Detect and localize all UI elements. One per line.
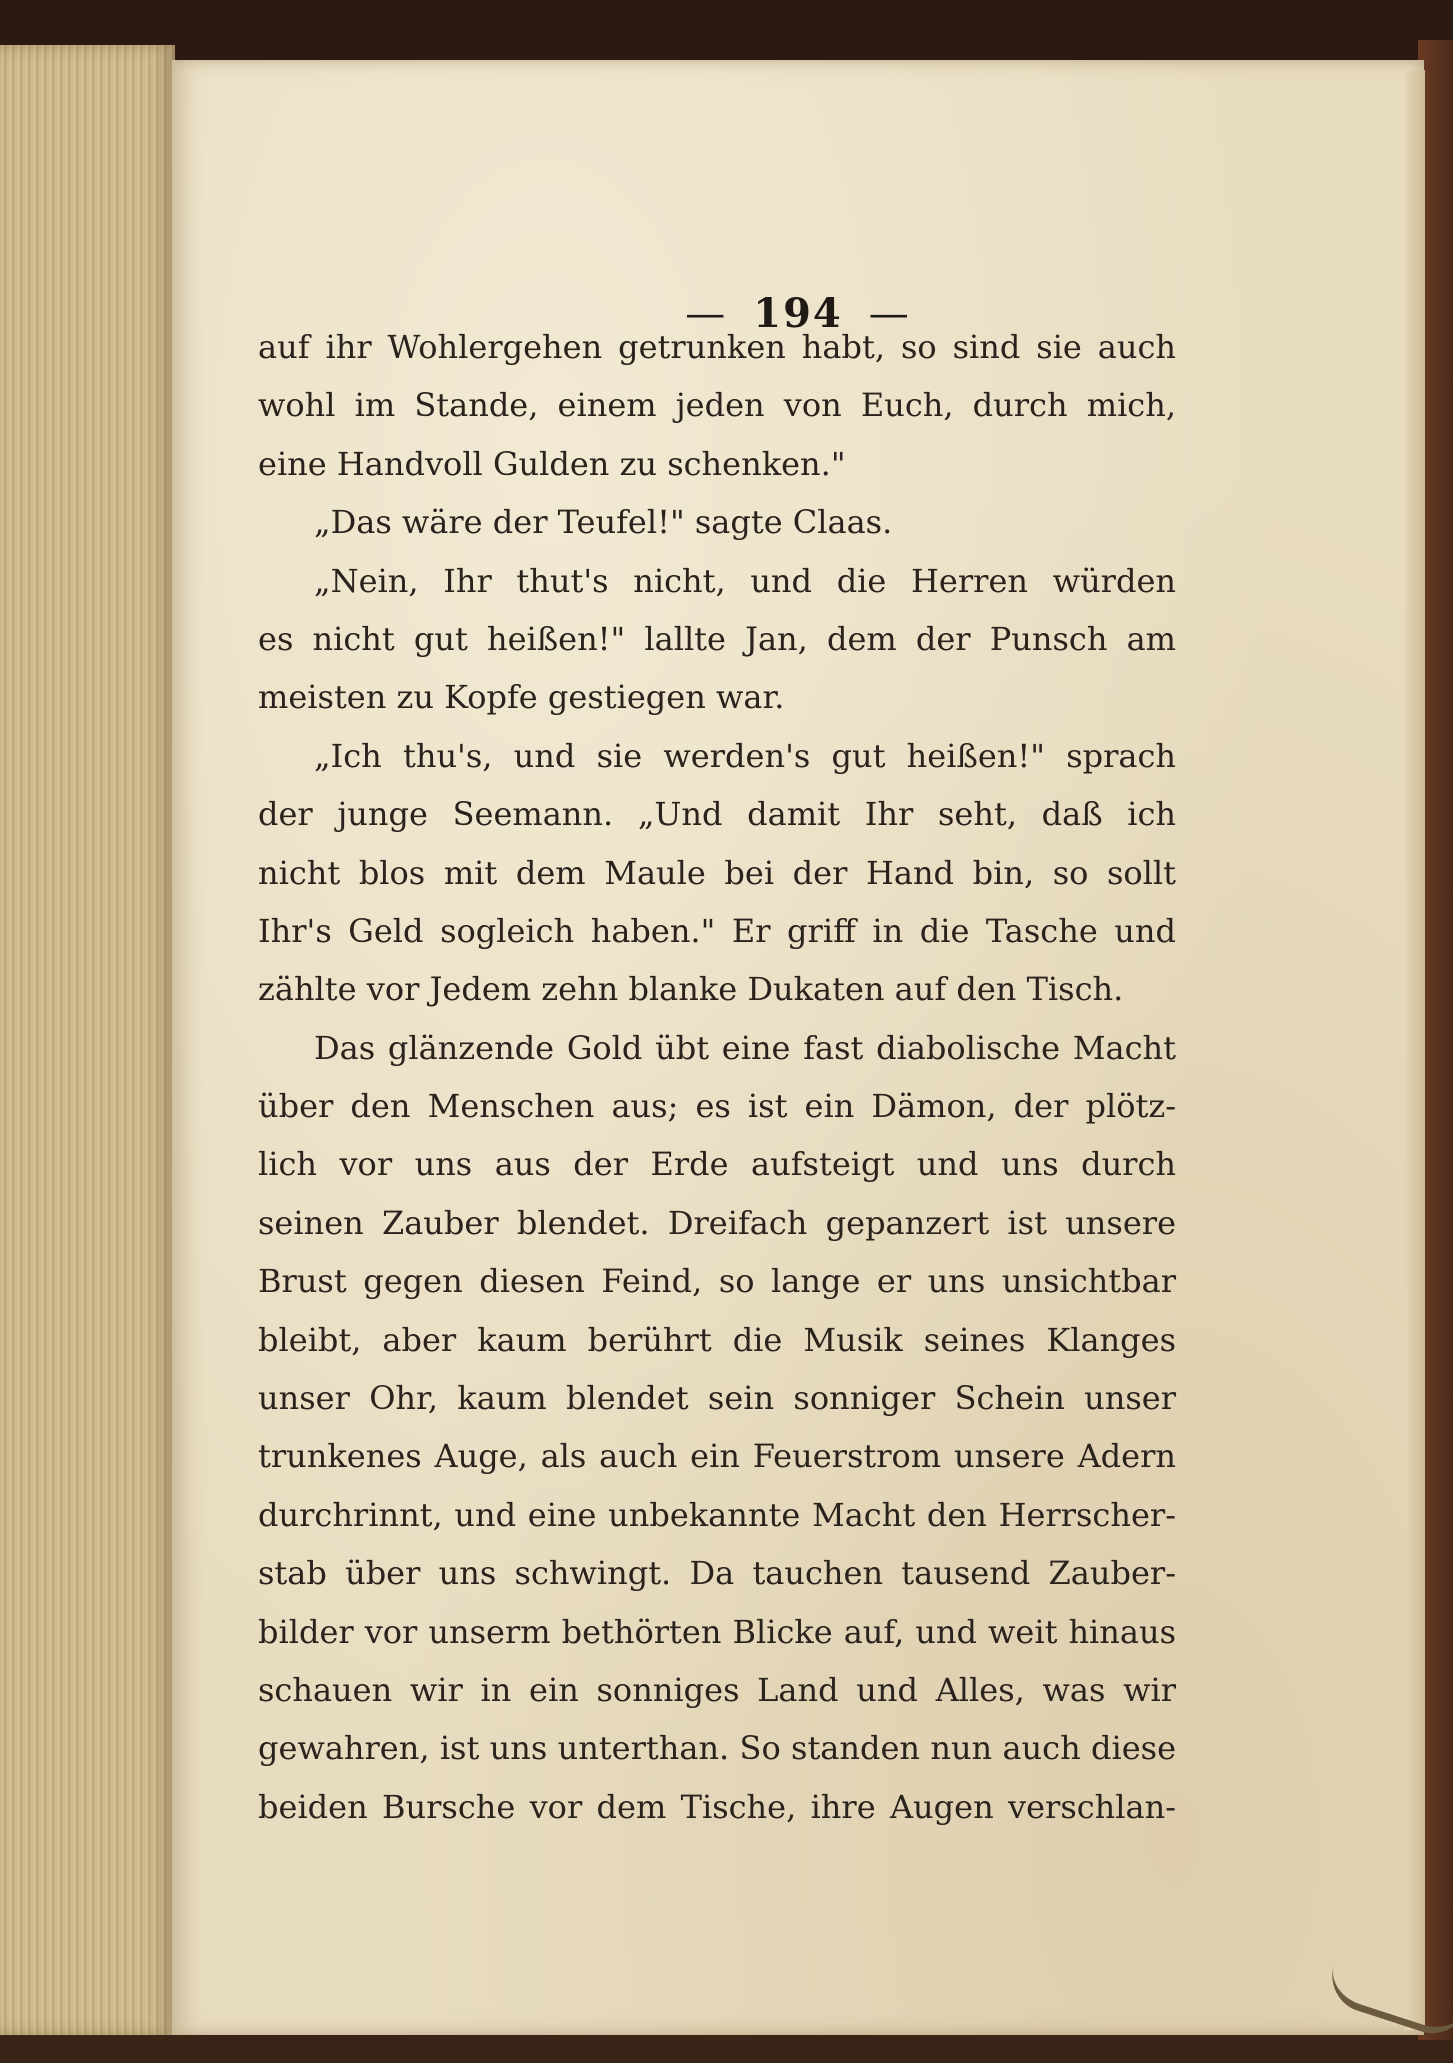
text-line: schauen wir in ein sonniges Land und Alles, was wir [258, 1670, 1176, 1709]
text-line: auf ihr Wohlergehen getrunken habt, so sind sie auch [258, 328, 1176, 366]
text-line: Das glänzende Gold übt eine fast diabolische Macht [314, 1028, 1176, 1067]
text-line: beiden Bursche vor dem Tische, ihre Augen verschlan- [258, 1787, 1176, 1826]
text-line: zählte vor Jedem zehn blanke Dukaten auf den Tisch. [258, 970, 1124, 1009]
text-line: stab über uns schwingt. Da tauchen tausend Zauber- [258, 1554, 1176, 1593]
text-line: meisten zu Kopfe gestiegen war. [258, 678, 785, 717]
text-line: unser Ohr, kaum blendet sein sonniger Schein unser [258, 1379, 1176, 1418]
text-line: wohl im Stande, einem jeden von Euch, durch mich, [258, 386, 1176, 425]
page-right-edge [1405, 70, 1425, 2030]
text-line: über den Menschen aus; es ist ein Dämon, der plötz- [258, 1087, 1176, 1126]
text-line: eine Handvoll Gulden zu schenken." [258, 444, 846, 483]
text-line: durchrinnt, und eine unbekannte Macht den Herrscher- [258, 1495, 1176, 1534]
text-line: „Das wäre der Teufel!" sagte Claas. [314, 503, 893, 542]
text-line: Ihr's Geld sogleich haben." Er griff in die Tasche und [258, 911, 1176, 950]
text-line: der junge Seemann. „Und damit Ihr seht, daß ich [258, 795, 1176, 834]
text-line: „Ich thu's, und sie werden's gut heißen!" sprach [314, 736, 1176, 775]
text-line: nicht blos mit dem Maule bei der Hand bin, so sollt [258, 853, 1176, 892]
page-number-dash-left: — [685, 291, 728, 337]
text-line: bilder vor unserm bethörten Blicke auf, und weit hinaus [258, 1612, 1176, 1651]
text-line: lich vor uns aus der Erde aufsteigt und uns durch [258, 1145, 1176, 1184]
text-line: seinen Zauber blendet. Dreifach gepanzert ist unsere [258, 1203, 1176, 1242]
page-number-value: 194 [753, 290, 843, 337]
body-text [258, 318, 1176, 1836]
text-line: gewahren, ist uns unterthan. So standen nun auch diese [258, 1729, 1176, 1768]
text-line: es nicht gut heißen!" lallte Jan, dem der Punsch am [258, 619, 1176, 658]
text-line: trunkenes Auge, als auch ein Feuerstrom unsere Adern [258, 1437, 1176, 1476]
text-line: Brust gegen diesen Feind, so lange er uns unsichtbar [258, 1262, 1176, 1301]
text-line: bleibt, aber kaum berührt die Musik seines Klanges [258, 1320, 1176, 1359]
page-stack-edge [0, 45, 175, 2035]
text-line: „Nein, Ihr thut's nicht, und die Herren würden [314, 561, 1176, 600]
page-number-dash-right: — [868, 291, 911, 337]
